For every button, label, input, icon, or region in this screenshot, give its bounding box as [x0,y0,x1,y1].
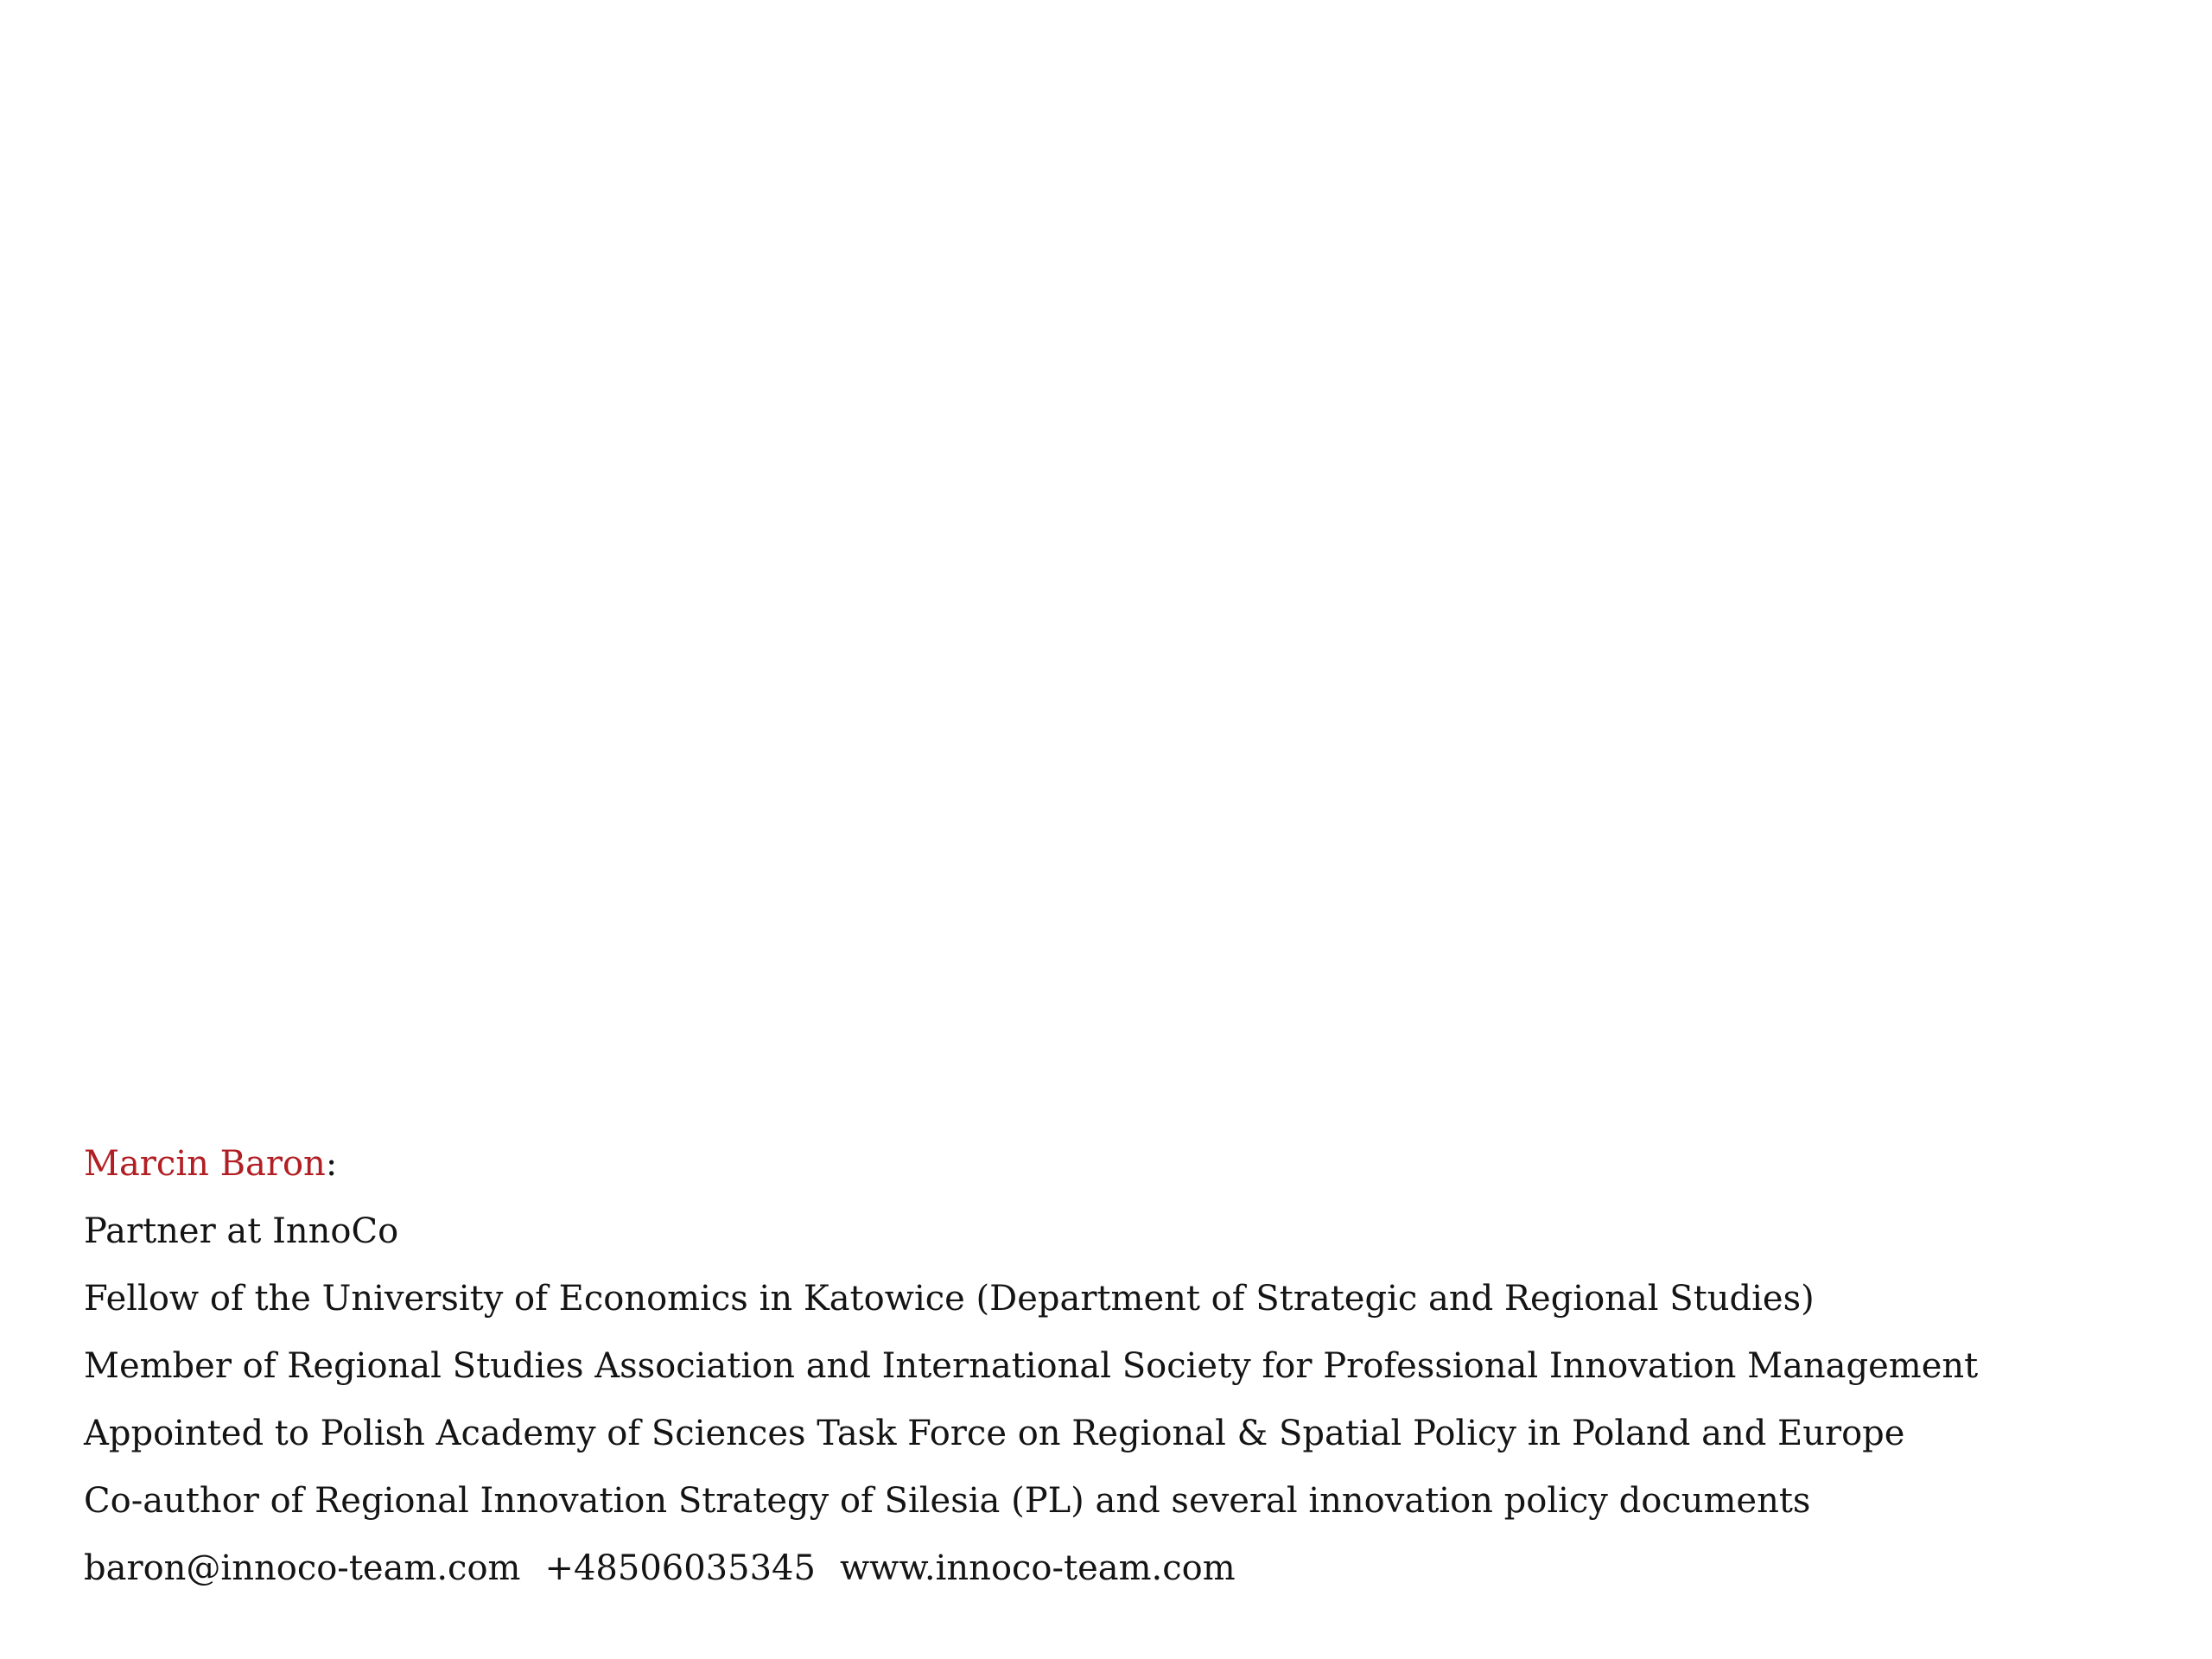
bio-line-fellowship: Fellow of the University of Economics in Katowice (Department of Strategic and Regional Studies) [84,1279,1815,1319]
email-link[interactable]: baron@innoco-team.com [84,1548,521,1588]
bio-line-role: Partner at InnoCo [84,1211,399,1251]
bio-line-appointment: Appointed to Polish Academy of Sciences Task Force on Regional & Spatial Policy in Poland and Europe [84,1414,1905,1453]
bio-block [84,1130,2158,1602]
contact-line [84,1535,2158,1602]
website-link[interactable]: www.innoco-team.com [839,1548,1236,1588]
bio-line-coauthor: Co-author of Regional Innovation Strategy of Silesia (PL) and several innovation policy documents [84,1481,1811,1521]
bio-heading [84,1130,2158,1198]
person-name: Marcin Baron [84,1144,326,1184]
name-separator: : [325,1144,338,1184]
phone-number[interactable]: +48506035345 [544,1548,816,1588]
bio-line-membership: Member of Regional Studies Association and International Society for Professional Innovation Management [84,1346,1979,1386]
